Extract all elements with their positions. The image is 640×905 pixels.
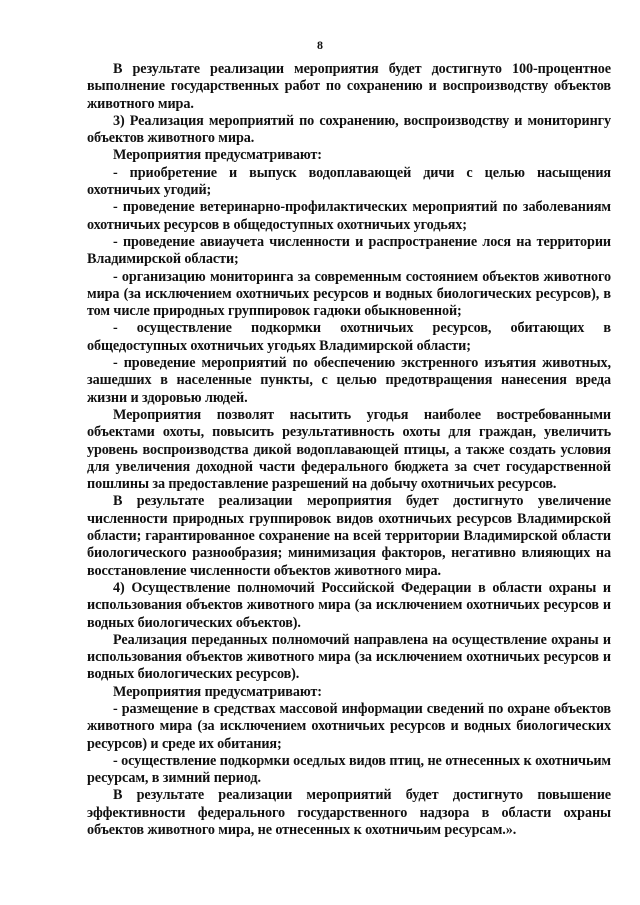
list-item: - проведение ветеринарно-профилактических мероприятий по заболеваниям охотничьих ресурсов в общедоступных охотничьих угодьях; bbox=[87, 199, 611, 233]
list-item: - размещение в средствах массовой информации сведений по охране объектов животного мира (за исключением охотничьих ресурсов и водных биологических ресурсов) и среде их обитания; bbox=[87, 700, 611, 752]
paragraph: В результате реализации мероприятий будет достигнуто повышение эффективности федерального государственного надзора в области охраны объектов животного мира, не отнесенных к охотничьим ресурсам.». bbox=[87, 787, 611, 839]
paragraph: В результате реализации мероприятия будет достигнуто увеличение численности природных группировок видов охотничьих ресурсов Владимирской области; гарантированное сохранение на всей территории Владимирской области биологического разнообразия; минимизация факторов, негативно влияющих на восстановление численности объектов животного мира. bbox=[87, 493, 611, 579]
paragraph: Мероприятия предусматривают: bbox=[113, 147, 322, 164]
paragraph: Мероприятия позволят насытить угодья наиболее востребованными объектами охоты, повысить результативность охоты для граждан, увеличить уровень воспроизводства дикой водоплавающей птицы, а также создать условия для увеличения доходной части федерального бюджета за счет государственной пошлины за предоставление разрешений на добычу охотничьих ресурсов. bbox=[87, 406, 611, 493]
paragraph: В результате реализации мероприятия будет достигнуто 100-процентное выполнение государственных работ по сохранению и воспроизводству объектов животного мира. bbox=[87, 61, 611, 112]
list-item: - проведение мероприятий по обеспечению экстренного изъятия животных, зашедших в населенные пункты, с целью предотвращения нанесения вреда жизни и здоровью людей. bbox=[87, 355, 611, 406]
list-item: - осуществление подкормки охотничьих ресурсов, обитающих в общедоступных охотничьих угодьях Владимирской области; bbox=[87, 320, 611, 354]
paragraph: Мероприятия предусматривают: bbox=[113, 683, 322, 700]
page-number: 8 bbox=[317, 38, 323, 52]
paragraph: Реализация переданных полномочий направлена на осуществление охраны и использования объектов животного мира (за исключением охотничьих ресурсов и водных биологических ресурсов). bbox=[87, 631, 611, 683]
list-item: - проведение авиаучета численности и распространение лося на территории Владимирской области; bbox=[87, 233, 611, 268]
paragraph: 4) Осуществление полномочий Российской Федерации в области охраны и использования объектов животного мира (за исключением охотничьих ресурсов и водных биологических объектов). bbox=[87, 579, 611, 631]
list-item: - осуществление подкормки оседлых видов птиц, не отнесенных к охотничьим ресурсам, в зимний период. bbox=[87, 752, 611, 787]
body-text bbox=[87, 61, 611, 839]
list-item: - приобретение и выпуск водоплавающей дичи с целью насыщения охотничьих угодий; bbox=[87, 164, 611, 199]
paragraph: 3) Реализация мероприятий по сохранению, воспроизводству и мониторингу объектов животного мира. bbox=[87, 112, 611, 147]
list-item: - организацию мониторинга за современным состоянием объектов животного мира (за исключением охотничьих ресурсов и водных биологических ресурсов), в том числе природных группировок гадюки обыкновенной; bbox=[87, 268, 611, 320]
